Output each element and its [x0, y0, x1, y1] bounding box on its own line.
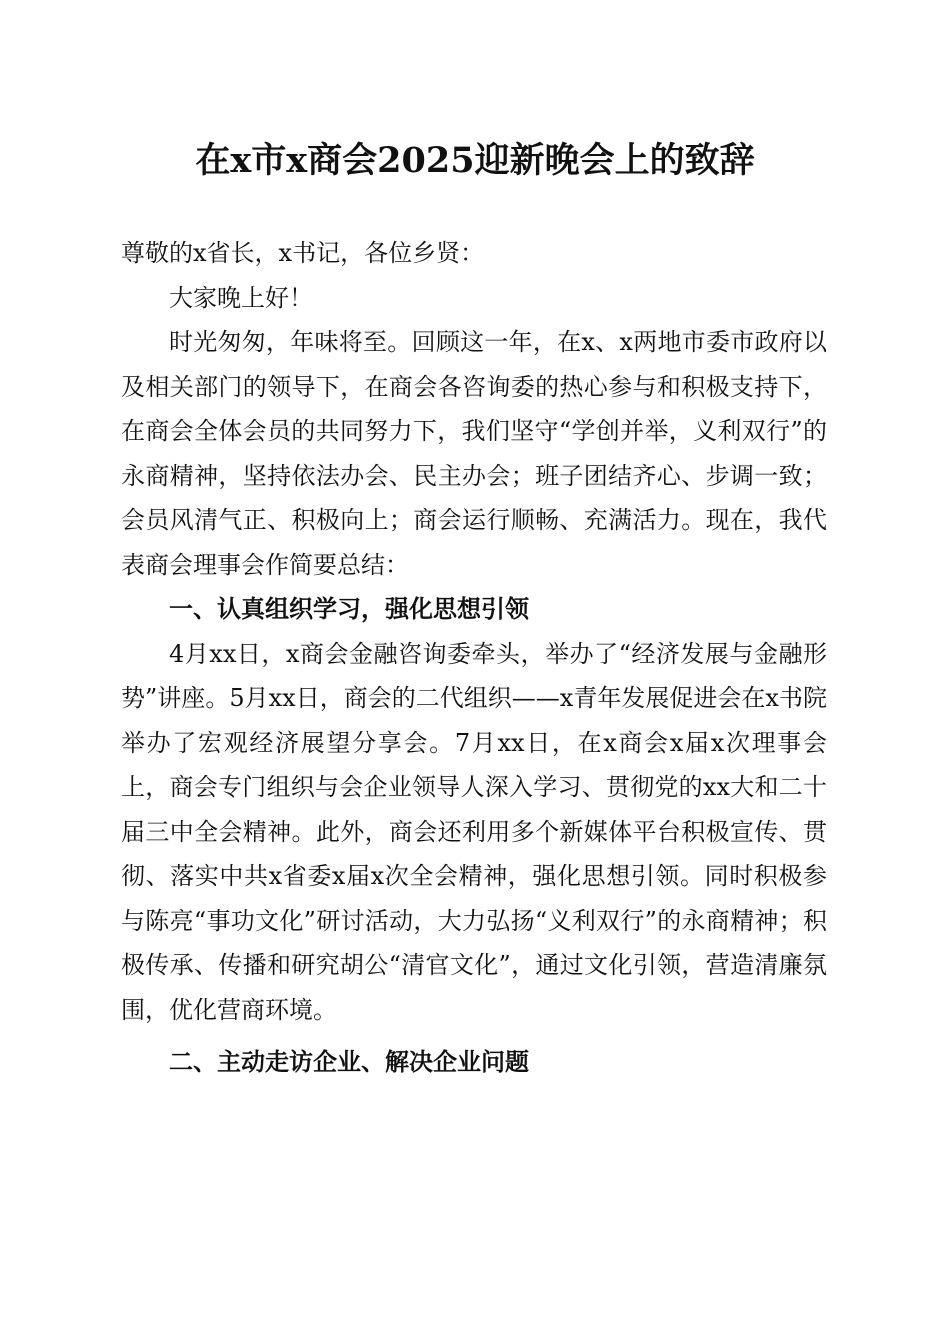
- section-heading-2: 二、主动走访企业、解决企业问题: [169, 1048, 529, 1076]
- greeting: 大家晚上好！: [169, 283, 313, 312]
- intro-paragraph: 时光匆匆，年味将至。回顾这一年，在x、x两地市委市政府以及相关部门的领导下，在商会各咨询委的热心参与和积极支持下，在商会全体会员的共同努力下，我们坚守“学创并举，义利双行”的永商精神，坚持依法办会、民主办会；班子团结齐心、步调一致；会员风清气正、积极向上；商会运行顺畅、充满活力。现在，我代表商会理事会作简要总结：: [121, 328, 827, 579]
- document-title: 在x市x商会2025迎新晚会上的致辞: [195, 140, 755, 181]
- document-body: [121, 231, 827, 1085]
- section-heading-1: 一、认真组织学习，强化思想引领: [169, 595, 529, 623]
- section-paragraph-1: 4月xx日，x商会金融咨询委牵头，举办了“经济发展与金融形势”讲座。5月xx日，商会的二代组织——x青年发展促进会在x书院举办了宏观经济展望分享会。7月xx日，在x商会x届x次理事会上，商会专门组织与会企业领导人深入学习、贯彻党的xx大和二十届三中全会精神。此外，商会还利用多个新媒体平台积极宣传、贯彻、落实中共x省委x届x次全会精神，强化思想引领。同时积极参与陈亮“事功文化”研讨活动，大力弘扬“义利双行”的永商精神；积极传承、传播和研究胡公“清官文化”，通过文化引领，营造清廉氛围，优化营商环境。: [121, 639, 827, 1024]
- salutation: 尊敬的x省长，x书记，各位乡贤：: [121, 239, 485, 267]
